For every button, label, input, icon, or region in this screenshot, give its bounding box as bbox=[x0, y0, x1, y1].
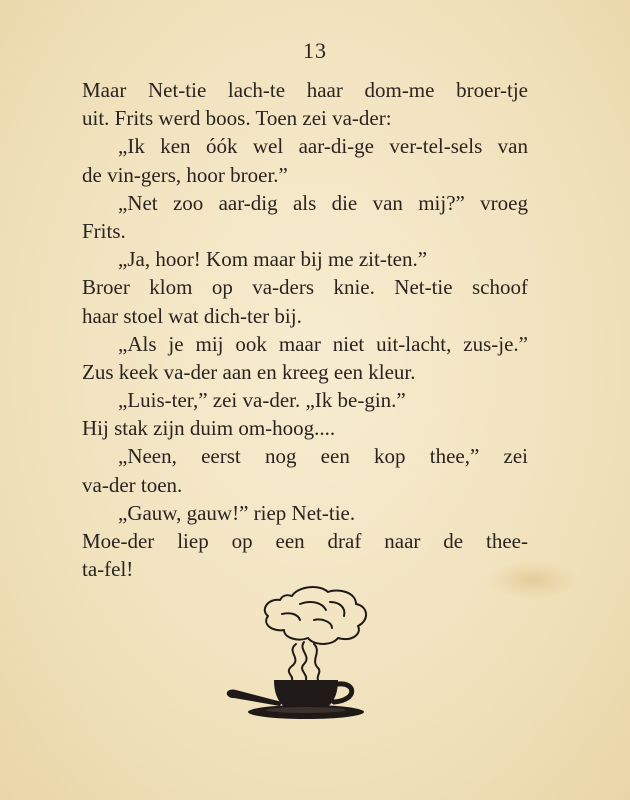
text-line: Hij stak zijn duim om-hoog.... bbox=[82, 416, 336, 441]
text-line: „Net zoo aar-dig als die van mij?” vroeg bbox=[118, 190, 528, 215]
text-line: „Gauw, gauw!” riep Net-tie. bbox=[118, 500, 356, 525]
text-line: „Neen, eerst nog een kop thee,” zei bbox=[118, 444, 528, 469]
text-line: „Ja, hoor! Kom maar bij me zit-ten.” bbox=[118, 247, 428, 272]
story-text bbox=[82, 76, 528, 583]
text-line: ta-fel! bbox=[82, 557, 134, 582]
text-line: uit. Frits werd boos. Toen zei va-der: bbox=[82, 106, 392, 131]
text-line: Maar Net-tie lach-te haar dom-me broer-tje bbox=[82, 78, 528, 102]
steaming-teacup-icon bbox=[222, 584, 372, 722]
text-line: Moe-der liep op een draf naar de thee- bbox=[82, 529, 528, 553]
text-line: Frits. bbox=[82, 218, 126, 243]
text-line: haar stoel wat dich-ter bij. bbox=[82, 303, 302, 328]
text-line: de vin-gers, hoor broer.” bbox=[82, 162, 288, 187]
text-line: „Ik ken óók wel aar-di-ge ver-tel-sels van bbox=[118, 134, 528, 159]
text-line: Zus keek va-der aan en kreeg een kleur. bbox=[82, 359, 416, 384]
text-line: „Als je mij ook maar niet uit-lacht, zus-je.” bbox=[118, 331, 528, 356]
text-line: va-der toen. bbox=[82, 472, 183, 497]
text-line: „Luis-ter,” zei va-der. „Ik be-gin.” bbox=[118, 388, 406, 413]
text-line: Broer klom op va-ders knie. Net-tie schoof bbox=[82, 275, 528, 300]
page-number: 13 bbox=[303, 38, 327, 63]
